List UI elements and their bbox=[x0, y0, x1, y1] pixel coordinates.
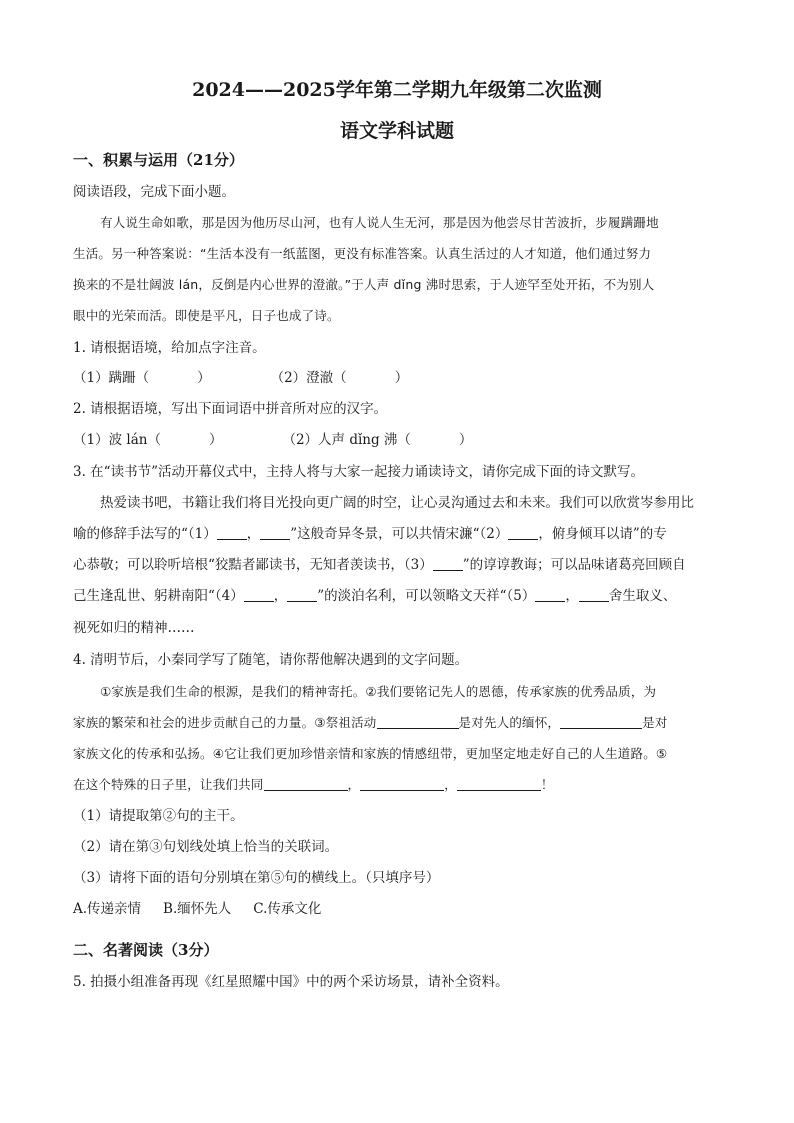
q3-blank-3[interactable] bbox=[433, 556, 463, 571]
q3-blank-5b[interactable] bbox=[579, 587, 609, 602]
exam-title: 2024——2025学年第二学期九年级第二次监测 bbox=[192, 79, 602, 101]
q2-item-a: （1）波 lán（ bbox=[73, 432, 161, 448]
q4-blank-option-2[interactable] bbox=[360, 776, 444, 791]
exam-subtitle: 语文学科试题 bbox=[339, 120, 454, 142]
passage-line-3: 换来的不是壮阔波 lán，反倒是内心世界的澄澈。”于人声 dǐng 沸时思索，于人迹罕至处开拓，不为别人 bbox=[73, 277, 655, 292]
q4-blank-connector-1[interactable] bbox=[377, 714, 459, 729]
q3-blank-1b[interactable] bbox=[260, 525, 290, 540]
essay-text-2c: 是对 bbox=[642, 715, 668, 730]
essay-text-4a: 在这个特殊的日子里，让我们共同 bbox=[73, 777, 264, 792]
q3-text-4a: 己生逢乱世、躬耕南阳“（4） bbox=[73, 588, 244, 604]
essay-text-4d: ！ bbox=[540, 777, 554, 792]
q4-blank-option-1[interactable] bbox=[264, 776, 348, 791]
q3-line-1: 热爱读书吧，书籍让我们将目光投向更广阔的时空，让心灵沟通过去和未来。我们可以欣赏岑参用比 bbox=[100, 495, 694, 511]
q4-blank-connector-2[interactable] bbox=[560, 714, 642, 729]
question-4-stem: 4. 清明节后，小秦同学写了随笔，请你帮他解决遇到的文字问题。 bbox=[73, 652, 469, 668]
q3-line-5: 视死如归的精神…… bbox=[73, 620, 195, 636]
q1-item-b-close: ） bbox=[394, 370, 409, 386]
q1-item-a: （1）蹒跚（ bbox=[73, 370, 150, 386]
question-3-stem: 3. 在“读书节”活动开幕仪式中，主持人将与大家一起接力诵读诗文，请你完成下面的诗文默写。 bbox=[73, 464, 644, 480]
q3-text-4c: ”的淡泊名利，可以领略文天祥“（5） bbox=[317, 588, 536, 604]
q3-text-3b: ”的谆谆教诲；可以品味诸葛亮回顾自 bbox=[462, 557, 686, 573]
q3-line-2 bbox=[73, 524, 723, 544]
passage-line-2: 生活。另一种答案说：“生活本没有一纸蓝图，更没有标准答案。认真生活过的人才知道，他们通过努力 bbox=[73, 246, 652, 261]
essay-line-4 bbox=[73, 775, 723, 795]
q3-blank-5a[interactable] bbox=[535, 587, 565, 602]
essay-text-2a: 家族的繁荣和社会的进步贡献自己的力量。③祭祖活动 bbox=[73, 715, 377, 730]
q3-text-4e: 舍生取义、 bbox=[608, 588, 677, 604]
q3-blank-1a[interactable] bbox=[217, 525, 247, 540]
q3-blank-2[interactable] bbox=[508, 525, 538, 540]
q2-item-b-close: ） bbox=[458, 432, 473, 448]
q3-text-2d: ，俯身倾耳以请”的专 bbox=[538, 526, 667, 542]
q3-text-3a: 心恭敬；可以聆听培根“狡黠者鄙读书，无知者羡读书，（3） bbox=[73, 557, 433, 573]
q1-item-a-close: ） bbox=[197, 370, 211, 386]
essay-text-2b: 是对先人的缅怀， bbox=[458, 715, 561, 730]
q4-subquestion-1: （1）请提取第②句的主干。 bbox=[73, 808, 244, 824]
question-2-items bbox=[73, 430, 723, 450]
q4-blank-option-3[interactable] bbox=[457, 776, 541, 791]
question-5-stem: 5. 拍摄小组准备再现《红星照耀中国》中的两个采访场景，请补全资料。 bbox=[73, 974, 509, 990]
q3-line-4 bbox=[73, 586, 723, 606]
q3-blank-4b[interactable] bbox=[287, 587, 317, 602]
q3-line-3 bbox=[73, 555, 723, 575]
section-heading-1: 一、积累与运用（21分） bbox=[73, 151, 244, 169]
question-1-stem: 1. 请根据语境，给加点字注音。 bbox=[73, 340, 266, 356]
q1-item-b: （2）澄澈（ bbox=[270, 370, 347, 386]
essay-line-1: ①家族是我们生命的根源，是我们的精神寄托。②我们要铭记先人的恩德，传承家族的优秀品质，为 bbox=[100, 684, 657, 699]
option-b: B.缅怀先人 bbox=[163, 901, 232, 917]
option-a: A.传递亲情 bbox=[73, 901, 142, 917]
q3-blank-4a[interactable] bbox=[244, 587, 274, 602]
q4-subquestion-3: （3）请将下面的语句分别填在第⑤句的横线上。（只填序号） bbox=[73, 870, 440, 886]
passage-line-1: 有人说生命如歌，那是因为他历尽山河，也有人说人生无河，那是因为他尝尽甘苦波折，步履蹒跚地 bbox=[100, 215, 659, 230]
q3-text-4b: ， bbox=[273, 588, 288, 604]
essay-line-2 bbox=[73, 713, 723, 733]
passage-line-4: 眼中的光荣而活。即使是平凡，日子也成了诗。 bbox=[73, 308, 340, 323]
q4-options bbox=[73, 899, 723, 919]
essay-line-3: 家族文化的传承和弘扬。④它让我们更加珍惜亲情和家族的情感纽带，更加坚定地走好自己的人生道路。⑤ bbox=[73, 746, 668, 761]
q2-item-b: （2）人声 dǐng 沸（ bbox=[282, 432, 411, 448]
question-2-stem: 2. 请根据语境，写出下面词语中拼音所对应的汉字。 bbox=[73, 401, 388, 417]
q3-text-2a: 喻的修辞手法写的“（1） bbox=[73, 526, 217, 542]
q2-item-a-close: ） bbox=[208, 432, 223, 448]
q3-text-4d: ， bbox=[565, 588, 579, 604]
essay-text-4b: ， bbox=[347, 777, 361, 792]
essay-text-4c: ， bbox=[444, 777, 457, 792]
q3-text-2c: ”这般奇异冬景，可以共情宋濂“（2） bbox=[290, 526, 509, 542]
q4-subquestion-2: （2）请在第③句划线处填上恰当的关联词。 bbox=[73, 839, 339, 855]
section-heading-2: 二、名著阅读（3分） bbox=[73, 941, 219, 959]
question-1-items bbox=[73, 368, 723, 388]
reading-intro: 阅读语段，完成下面小题。 bbox=[73, 184, 235, 200]
option-c: C.传承文化 bbox=[253, 901, 322, 917]
q3-text-2b: ， bbox=[246, 526, 261, 542]
